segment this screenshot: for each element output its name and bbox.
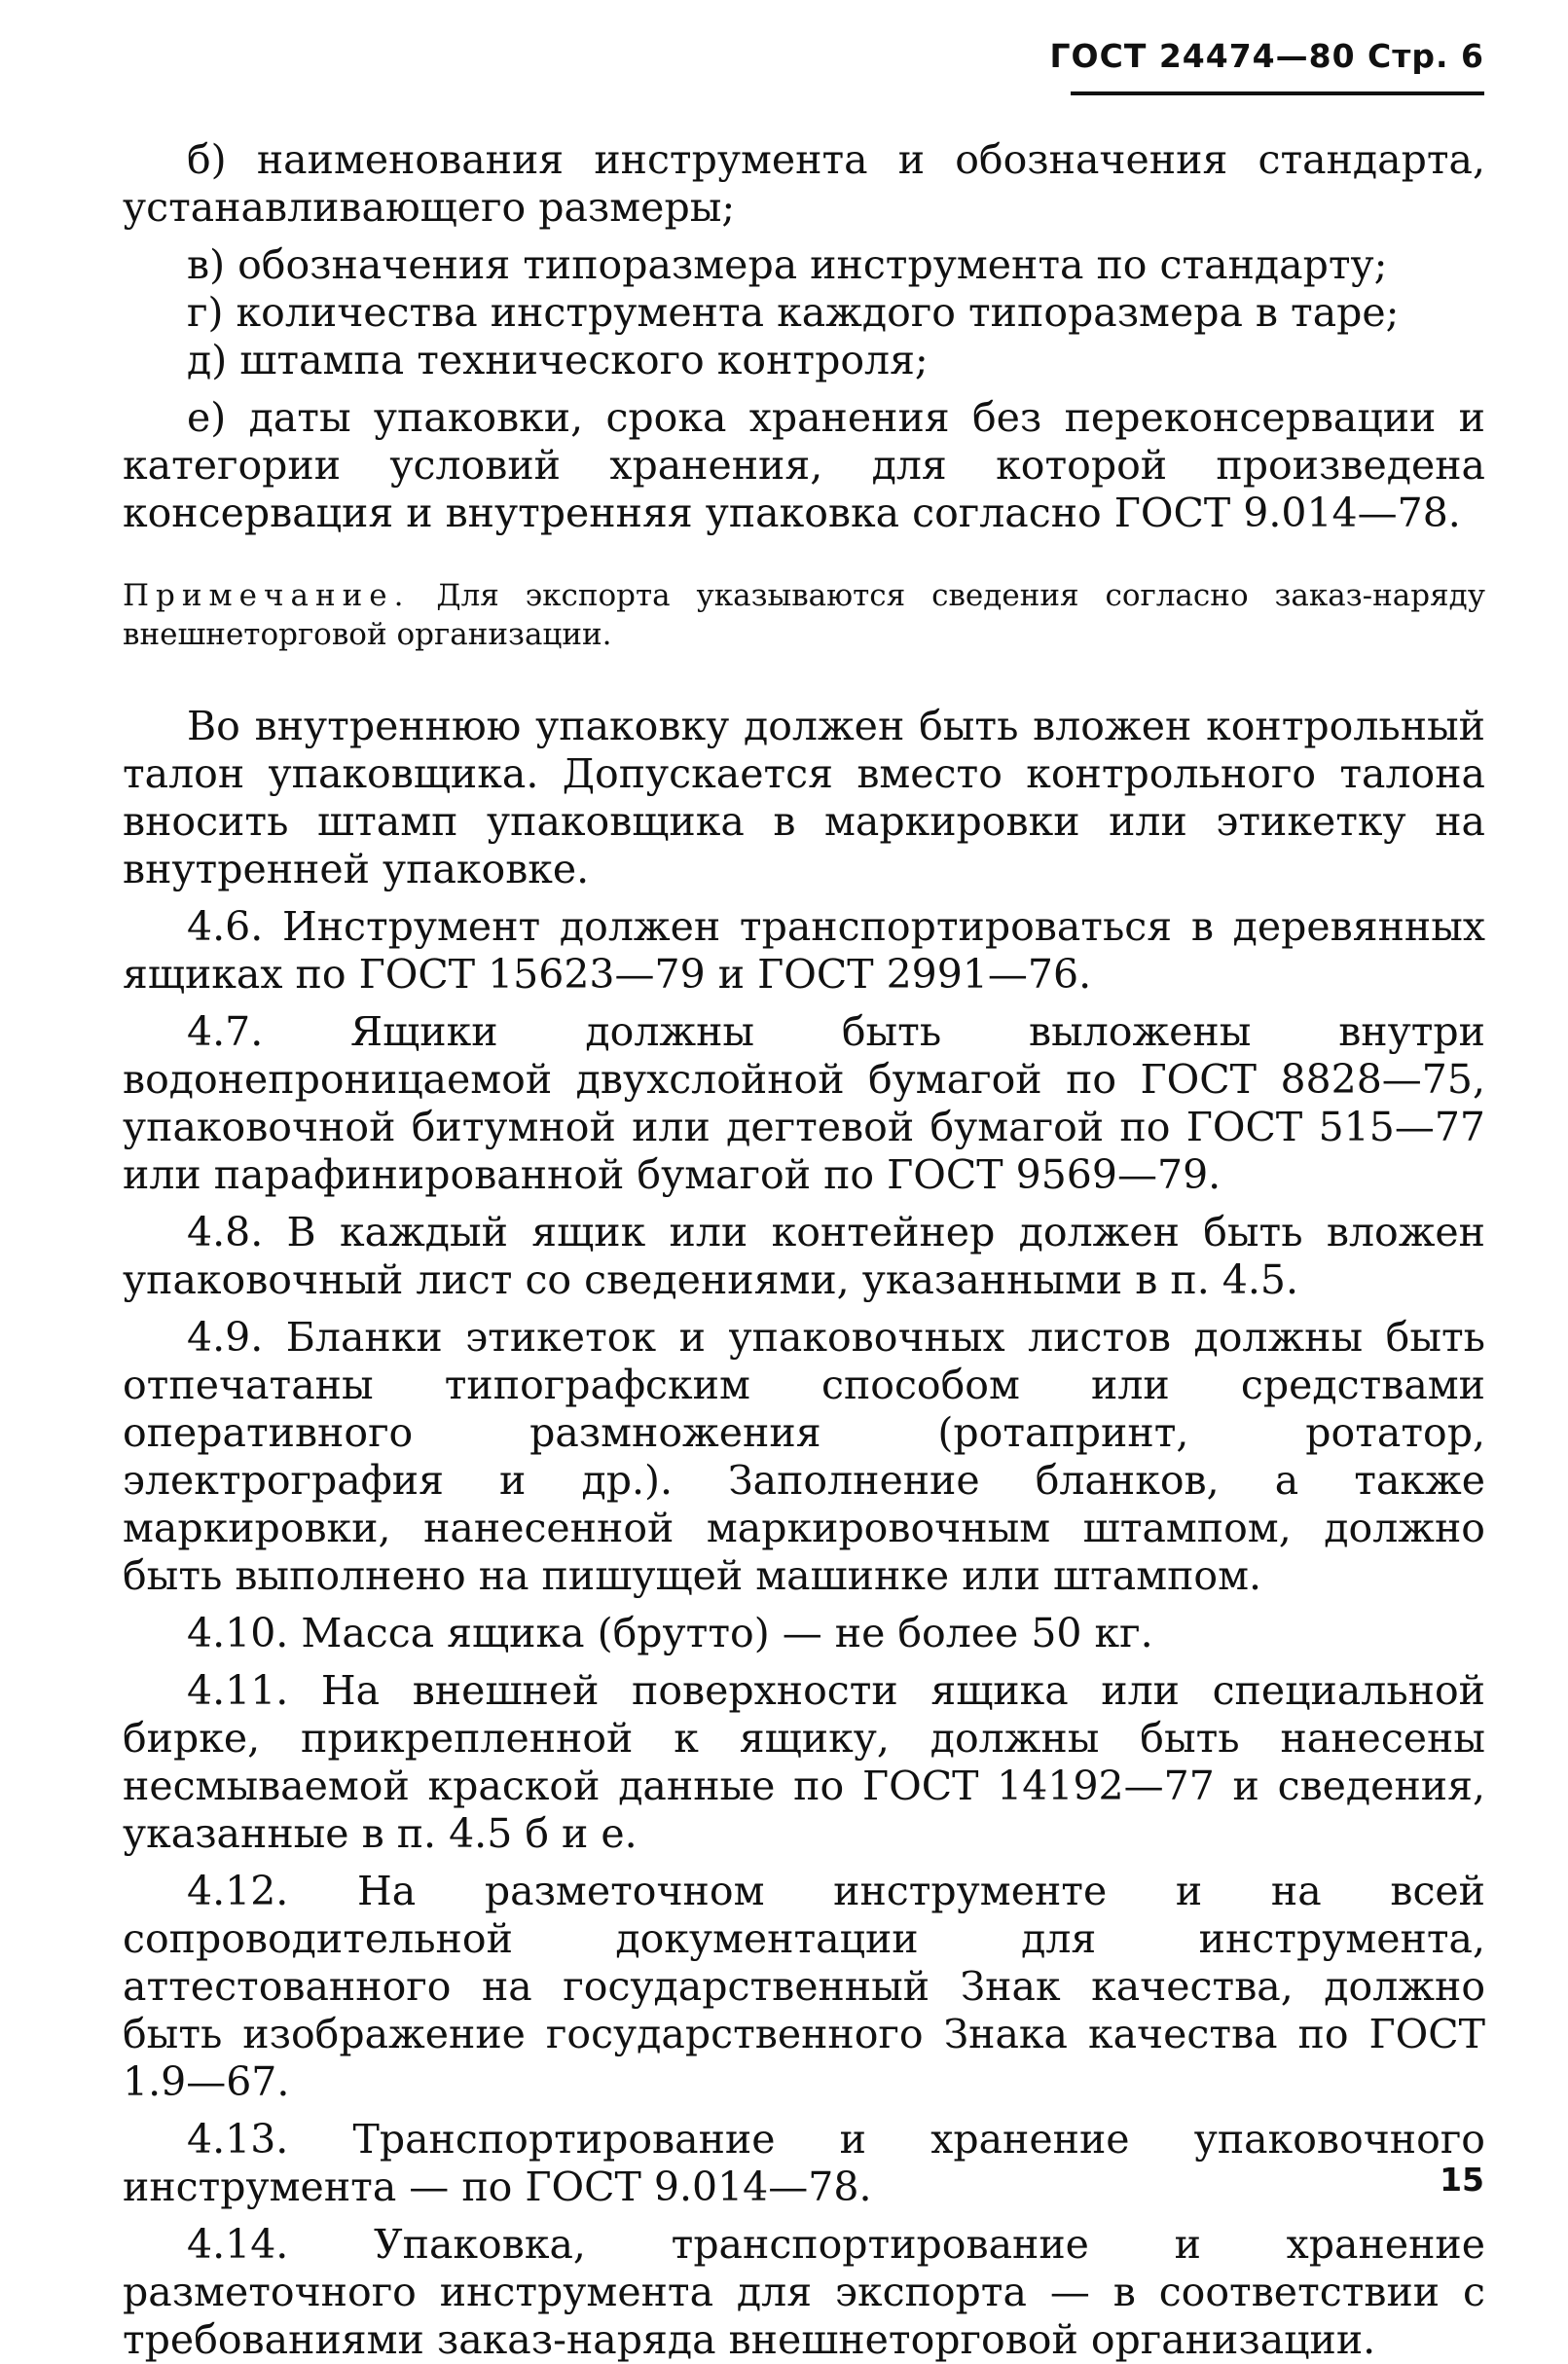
list-item-g: г) количества инструмента каждого типоразмера в таре; (187, 289, 1400, 336)
list-item-e: е) даты упаковки, срока хранения без переконсервации и категории условий хранения, для которой произведена консервация и внутренняя упаковка согласно ГОСТ 9.014—78. (123, 394, 1485, 536)
paragraph-control-talon: Во внутреннюю упаковку должен быть вложен контрольный талон упаковщика. Допускается вместо контрольного талона вносить штамп упаковщика в маркировки или этикетку на внутренней упаковке. (123, 703, 1485, 892)
paragraph-4-14: 4.14. Упаковка, транспортирование и хранение разметочного инструмента для экспорта — в соответствии с требованиями заказ-наряда внешнеторговой организации. (123, 2221, 1485, 2363)
paragraph-4-9: 4.9. Бланки этикеток и упаковочных листов должны быть отпечатаны типографским способом или средствами оперативного размножения (ротапринт, ротатор, электрография и др.). Заполнение бланков, а также маркировки, нанесенной маркировочным штампом, должно быть выполнено на пишущей машинке или штампом. (123, 1314, 1485, 1599)
page-number: 15 (1440, 2161, 1484, 2199)
paragraph-4-7: 4.7. Ящики должны быть выложены внутри водонепроницаемой двухслойной бумагой по ГОСТ 8828—75, упаковочной битумной или дегтевой бумагой по ГОСТ 515—77 или парафинированной бумагой по ГОСТ 9569—79. (123, 1008, 1485, 1198)
document-body (123, 136, 1485, 2364)
paragraph-4-10: 4.10. Масса ящика (брутто) — не более 50 кг. (187, 1610, 1153, 1656)
list-item-v: в) обозначения типоразмера инструмента по стандарту; (187, 241, 1388, 288)
list-item-d: д) штампа технического контроля; (187, 337, 929, 383)
paragraph-4-6: 4.6. Инструмент должен транспортироваться в деревянных ящиках по ГОСТ 15623—79 и ГОСТ 2991—76. (123, 903, 1485, 998)
list-item-b: б) наименования инструмента и обозначения стандарта, устанавливающего размеры; (123, 136, 1485, 231)
paragraph-4-8: 4.8. В каждый ящик или контейнер должен быть вложен упаковочный лист со сведениями, указанными в п. 4.5. (123, 1209, 1485, 1303)
paragraph-4-13: 4.13. Транспортирование и хранение упаковочного инструмента — по ГОСТ 9.014—78. (123, 2116, 1485, 2210)
paragraph-4-12: 4.12. На разметочном инструменте и на всей сопроводительной документации для инструмента, аттестованного на государственный Знак качества, должно быть изображение государственного Знака качества по ГОСТ 1.9—67. (123, 1868, 1485, 2105)
header-rule (1071, 91, 1484, 95)
note (123, 576, 1485, 654)
note-label: Примечание. (123, 578, 411, 613)
paragraph-4-11: 4.11. На внешней поверхности ящика или специальной бирке, прикрепленной к ящику, должны быть нанесены несмываемой краской данные по ГОСТ 14192—77 и сведения, указанные в п. 4.5 б и е. (123, 1667, 1485, 1857)
note-text: Для экспорта указываются сведения согласно заказ-наряду внешнеторговой организации. (123, 578, 1485, 652)
page-header: ГОСТ 24474—80 Стр. 6 (1049, 37, 1484, 75)
